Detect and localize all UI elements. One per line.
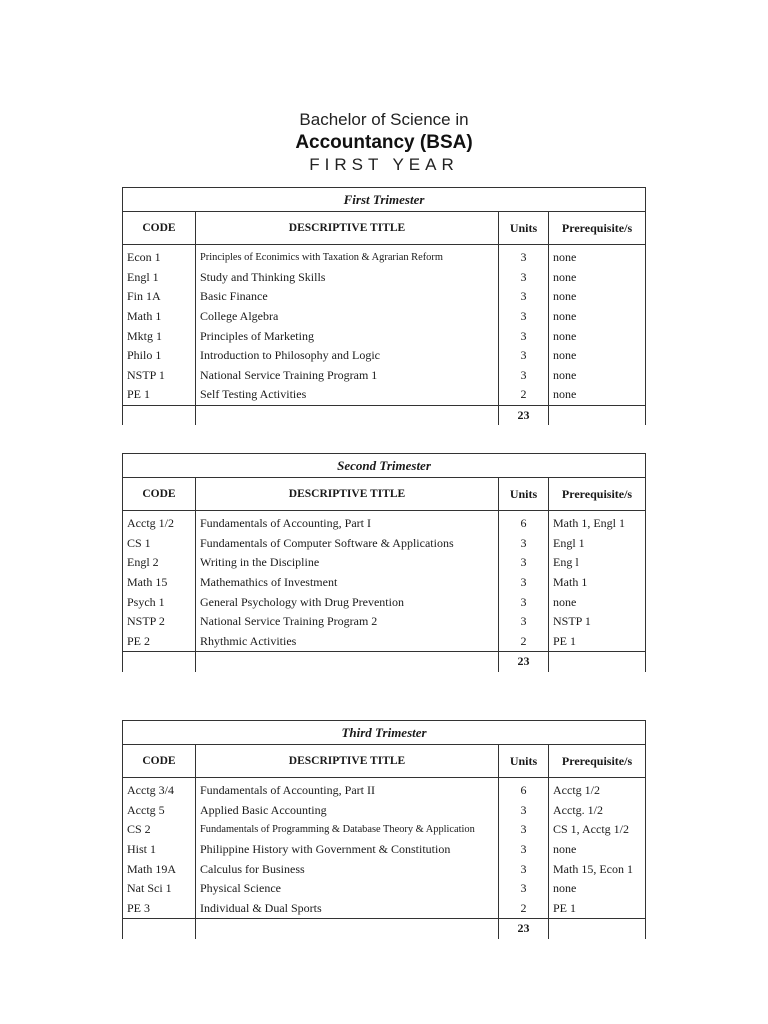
- course-prereq: Math 1, Engl 1: [549, 511, 646, 534]
- course-units: 3: [499, 287, 549, 307]
- course-units: 3: [499, 307, 549, 327]
- course-title: Fundamentals of Accounting, Part I: [196, 511, 499, 534]
- course-title: Mathemathics of Investment: [196, 573, 499, 593]
- total-row: [123, 919, 646, 939]
- program-line: Bachelor of Science in: [299, 110, 469, 129]
- course-title: Basic Finance: [196, 287, 499, 307]
- empty-cell: [196, 919, 499, 939]
- course-title: Principles of Marketing: [196, 326, 499, 346]
- course-units: 3: [499, 534, 549, 554]
- course-prereq: Math 15, Econ 1: [549, 859, 646, 879]
- course-row: [123, 840, 646, 860]
- course-units: 3: [499, 268, 549, 288]
- course-title: Principles of Econimics with Taxation & Agrarian Reform: [196, 245, 499, 268]
- course-row: [123, 366, 646, 386]
- course-code: Acctg 5: [123, 801, 196, 821]
- course-prereq: Acctg. 1/2: [549, 801, 646, 821]
- course-prereq: none: [549, 346, 646, 366]
- course-title: Introduction to Philosophy and Logic: [196, 346, 499, 366]
- course-code: Fin 1A: [123, 287, 196, 307]
- course-units: 6: [499, 511, 549, 534]
- course-title: National Service Training Program 2: [196, 612, 499, 632]
- course-prereq: none: [549, 287, 646, 307]
- course-units: 3: [499, 859, 549, 879]
- course-code: Econ 1: [123, 245, 196, 268]
- empty-cell: [549, 919, 646, 939]
- course-prereq: none: [549, 245, 646, 268]
- total-row: [123, 652, 646, 672]
- course-title: National Service Training Program 1: [196, 366, 499, 386]
- course-row: [123, 820, 646, 840]
- empty-cell: [549, 405, 646, 425]
- course-row: [123, 287, 646, 307]
- empty-cell: [123, 405, 196, 425]
- course-units: 3: [499, 801, 549, 821]
- prereq-header: Prerequisite/s: [549, 212, 646, 245]
- trimester-table: [122, 453, 646, 672]
- course-prereq: none: [549, 879, 646, 899]
- course-title: Self Testing Activities: [196, 385, 499, 405]
- course-code: CS 1: [123, 534, 196, 554]
- course-prereq: none: [549, 307, 646, 327]
- course-units: 3: [499, 326, 549, 346]
- course-prereq: Math 1: [549, 573, 646, 593]
- course-title: College Algebra: [196, 307, 499, 327]
- course-code: Acctg 3/4: [123, 778, 196, 801]
- course-prereq: none: [549, 268, 646, 288]
- course-units: 2: [499, 385, 549, 405]
- course-row: [123, 859, 646, 879]
- empty-cell: [196, 652, 499, 672]
- course-code: Math 1: [123, 307, 196, 327]
- program-title: Accountancy (BSA): [295, 132, 473, 153]
- course-units: 3: [499, 366, 549, 386]
- units-header: Units: [499, 745, 549, 778]
- course-title: Fundamentals of Accounting, Part II: [196, 778, 499, 801]
- course-row: [123, 632, 646, 652]
- empty-cell: [196, 405, 499, 425]
- trimester-table: [122, 187, 646, 425]
- code-header: CODE: [123, 478, 196, 511]
- course-code: Hist 1: [123, 840, 196, 860]
- course-units: 3: [499, 840, 549, 860]
- course-title: Writing in the Discipline: [196, 553, 499, 573]
- course-units: 3: [499, 612, 549, 632]
- course-row: [123, 346, 646, 366]
- course-title: Individual & Dual Sports: [196, 899, 499, 919]
- course-code: Nat Sci 1: [123, 879, 196, 899]
- course-units: 3: [499, 879, 549, 899]
- course-code: Math 15: [123, 573, 196, 593]
- course-title: Fundamentals of Computer Software & Applications: [196, 534, 499, 554]
- course-row: [123, 592, 646, 612]
- course-code: CS 2: [123, 820, 196, 840]
- empty-cell: [123, 652, 196, 672]
- trimester-table: [122, 720, 646, 939]
- course-units: 3: [499, 553, 549, 573]
- total-units: 23: [499, 652, 549, 672]
- course-code: PE 2: [123, 632, 196, 652]
- course-title: Applied Basic Accounting: [196, 801, 499, 821]
- course-units: 6: [499, 778, 549, 801]
- course-row: [123, 801, 646, 821]
- code-header: CODE: [123, 745, 196, 778]
- course-title: Fundamentals of Programming & Database Theory & Application: [196, 820, 499, 840]
- course-prereq: none: [549, 840, 646, 860]
- course-prereq: none: [549, 385, 646, 405]
- course-prereq: Acctg 1/2: [549, 778, 646, 801]
- course-prereq: none: [549, 326, 646, 346]
- course-prereq: PE 1: [549, 632, 646, 652]
- empty-cell: [123, 919, 196, 939]
- course-prereq: PE 1: [549, 899, 646, 919]
- code-header: CODE: [123, 212, 196, 245]
- course-title: Physical Science: [196, 879, 499, 899]
- total-units: 23: [499, 405, 549, 425]
- course-code: Engl 2: [123, 553, 196, 573]
- title-header: DESCRIPTIVE TITLE: [196, 212, 499, 245]
- course-code: NSTP 2: [123, 612, 196, 632]
- course-title: Study and Thinking Skills: [196, 268, 499, 288]
- course-prereq: Engl 1: [549, 534, 646, 554]
- trimester-title: Third Trimester: [123, 721, 646, 745]
- course-units: 2: [499, 899, 549, 919]
- course-code: PE 1: [123, 385, 196, 405]
- course-row: [123, 879, 646, 899]
- course-units: 2: [499, 632, 549, 652]
- course-code: Engl 1: [123, 268, 196, 288]
- course-units: 3: [499, 245, 549, 268]
- course-row: [123, 511, 646, 534]
- course-prereq: NSTP 1: [549, 612, 646, 632]
- title-header: DESCRIPTIVE TITLE: [196, 478, 499, 511]
- course-row: [123, 573, 646, 593]
- course-units: 3: [499, 592, 549, 612]
- prereq-header: Prerequisite/s: [549, 478, 646, 511]
- course-code: NSTP 1: [123, 366, 196, 386]
- course-title: Philippine History with Government & Constitution: [196, 840, 499, 860]
- course-row: [123, 534, 646, 554]
- total-units: 23: [499, 919, 549, 939]
- course-prereq: none: [549, 366, 646, 386]
- course-units: 3: [499, 820, 549, 840]
- trimester-title: First Trimester: [123, 188, 646, 212]
- course-row: [123, 778, 646, 801]
- course-row: [123, 268, 646, 288]
- course-row: [123, 385, 646, 405]
- course-row: [123, 326, 646, 346]
- course-prereq: none: [549, 592, 646, 612]
- course-title: Rhythmic Activities: [196, 632, 499, 652]
- course-code: Psych 1: [123, 592, 196, 612]
- title-header: DESCRIPTIVE TITLE: [196, 745, 499, 778]
- course-row: [123, 553, 646, 573]
- prereq-header: Prerequisite/s: [549, 745, 646, 778]
- course-row: [123, 245, 646, 268]
- course-row: [123, 612, 646, 632]
- course-code: Philo 1: [123, 346, 196, 366]
- units-header: Units: [499, 478, 549, 511]
- units-header: Units: [499, 212, 549, 245]
- course-code: Acctg 1/2: [123, 511, 196, 534]
- total-row: [123, 405, 646, 425]
- course-prereq: Eng l: [549, 553, 646, 573]
- course-title: General Psychology with Drug Prevention: [196, 592, 499, 612]
- course-units: 3: [499, 346, 549, 366]
- course-prereq: CS 1, Acctg 1/2: [549, 820, 646, 840]
- course-units: 3: [499, 573, 549, 593]
- course-row: [123, 307, 646, 327]
- course-code: Mktg 1: [123, 326, 196, 346]
- empty-cell: [549, 652, 646, 672]
- trimester-title: Second Trimester: [123, 454, 646, 478]
- course-code: PE 3: [123, 899, 196, 919]
- course-code: Math 19A: [123, 859, 196, 879]
- course-title: Calculus for Business: [196, 859, 499, 879]
- year-label: FIRST YEAR: [309, 155, 459, 174]
- course-row: [123, 899, 646, 919]
